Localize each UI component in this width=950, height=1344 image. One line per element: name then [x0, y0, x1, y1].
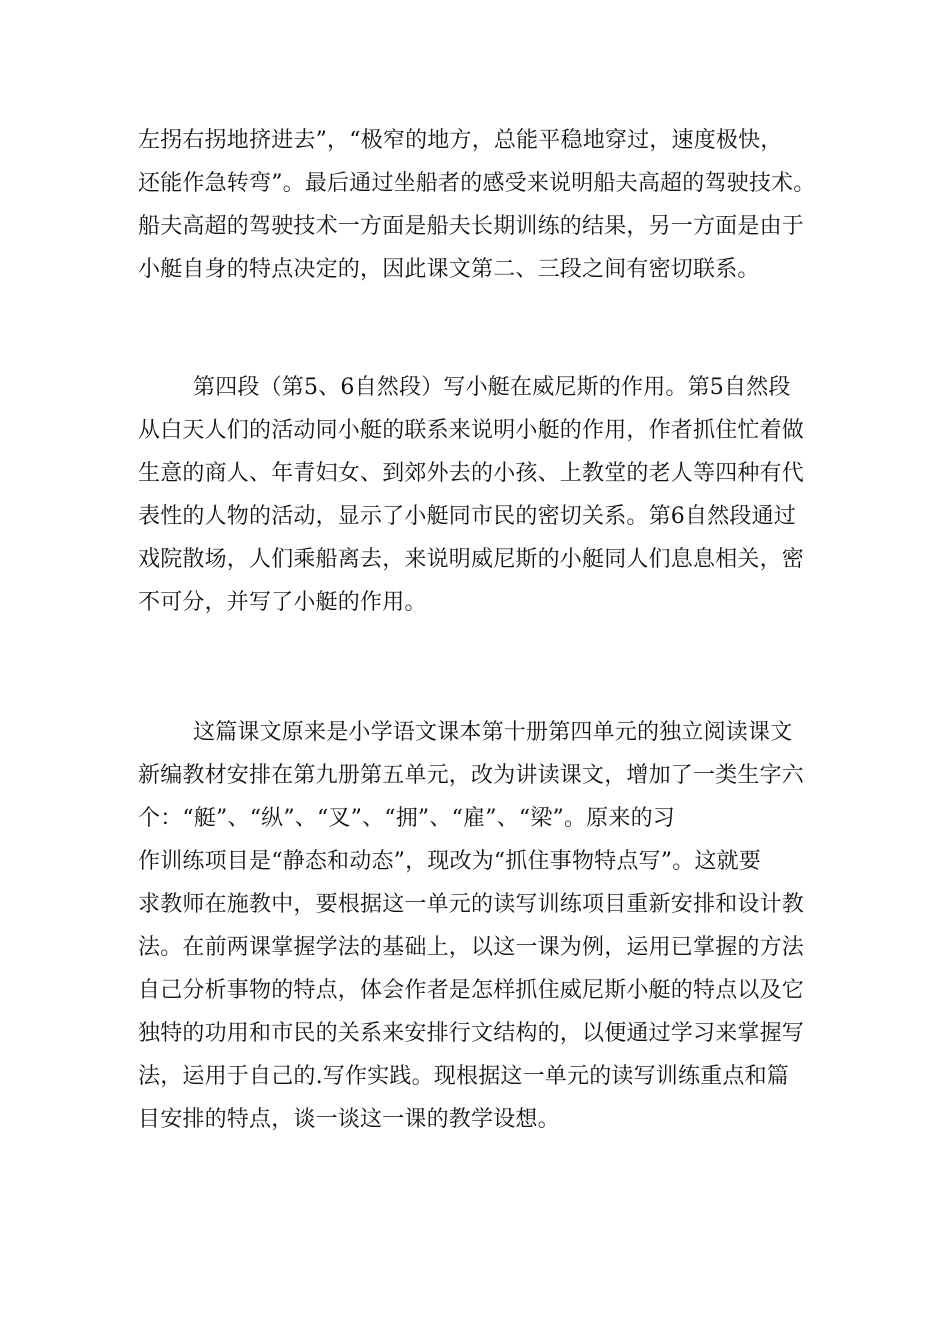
text-line: 生意的商人、年青妇女、到郊外去的小孩、上教堂的老人等四种有代 — [138, 461, 805, 486]
text-line: 表性的人物的活动，显示了小艇同市民的密切关系。第6自然段通过 — [138, 504, 796, 529]
text-line: 小艇自身的特点决定的，因此课文第二、三段之间有密切联系。 — [138, 257, 760, 282]
paragraph-continuation — [138, 119, 838, 291]
text-line: 自己分析事物的特点，体会作者是怎样抓住威尼斯小艇的特点以及它 — [138, 978, 805, 1003]
text-line: 求教师在施教中，要根据这一单元的读写训练项目重新安排和设计教 — [138, 892, 805, 917]
paragraph-teaching-plan — [138, 711, 838, 1141]
text-line: 目安排的特点，谈一谈这一课的教学设想。 — [138, 1107, 560, 1132]
text-line: 这篇课文原来是小学语文课本第十册第四单元的独立阅读课文 — [193, 720, 793, 745]
text-line: 作训练项目是“静态和动态”，现改为“抓住事物特点写”。这就要 — [138, 849, 761, 874]
text-line: 不可分，并写了小艇的作用。 — [138, 590, 427, 615]
text-line: 还能作急转弯”。最后通过坐船者的感受来说明船夫高超的驾驶技术。 — [138, 171, 816, 196]
text-line: 第四段（第5、6自然段）写小艇在威尼斯的作用。第5自然段 — [193, 375, 791, 400]
text-line: 船夫高超的驾驶技术一方面是船夫长期训练的结果，另一方面是由于 — [138, 214, 805, 239]
text-line: 戏院散场，人们乘船离去，来说明威尼斯的小艇同人们息息相关，密 — [138, 547, 805, 572]
paragraph-section-four — [138, 366, 838, 624]
text-line: 从白天人们的活动同小艇的联系来说明小艇的作用，作者抓住忙着做 — [138, 418, 805, 443]
text-line: 独特的功用和市民的关系来安排行文结构的，以便通过学习来掌握写 — [138, 1021, 805, 1046]
text-line: 法，运用于自己的.写作实践。现根据这一单元的读写训练重点和篇 — [138, 1064, 789, 1089]
text-line: 个：“艇”、“纵”、“叉”、“拥”、“雇”、“梁”。原来的习 — [138, 806, 675, 831]
text-line: 法。在前两课掌握学法的基础上，以这一课为例，运用已掌握的方法 — [138, 935, 805, 960]
text-line: 新编教材安排在第九册第五单元，改为讲读课文，增加了一类生字六 — [138, 763, 805, 788]
text-line: 左拐右拐地挤进去”，“极窄的地方，总能平稳地穿过，速度极快， — [138, 128, 783, 153]
